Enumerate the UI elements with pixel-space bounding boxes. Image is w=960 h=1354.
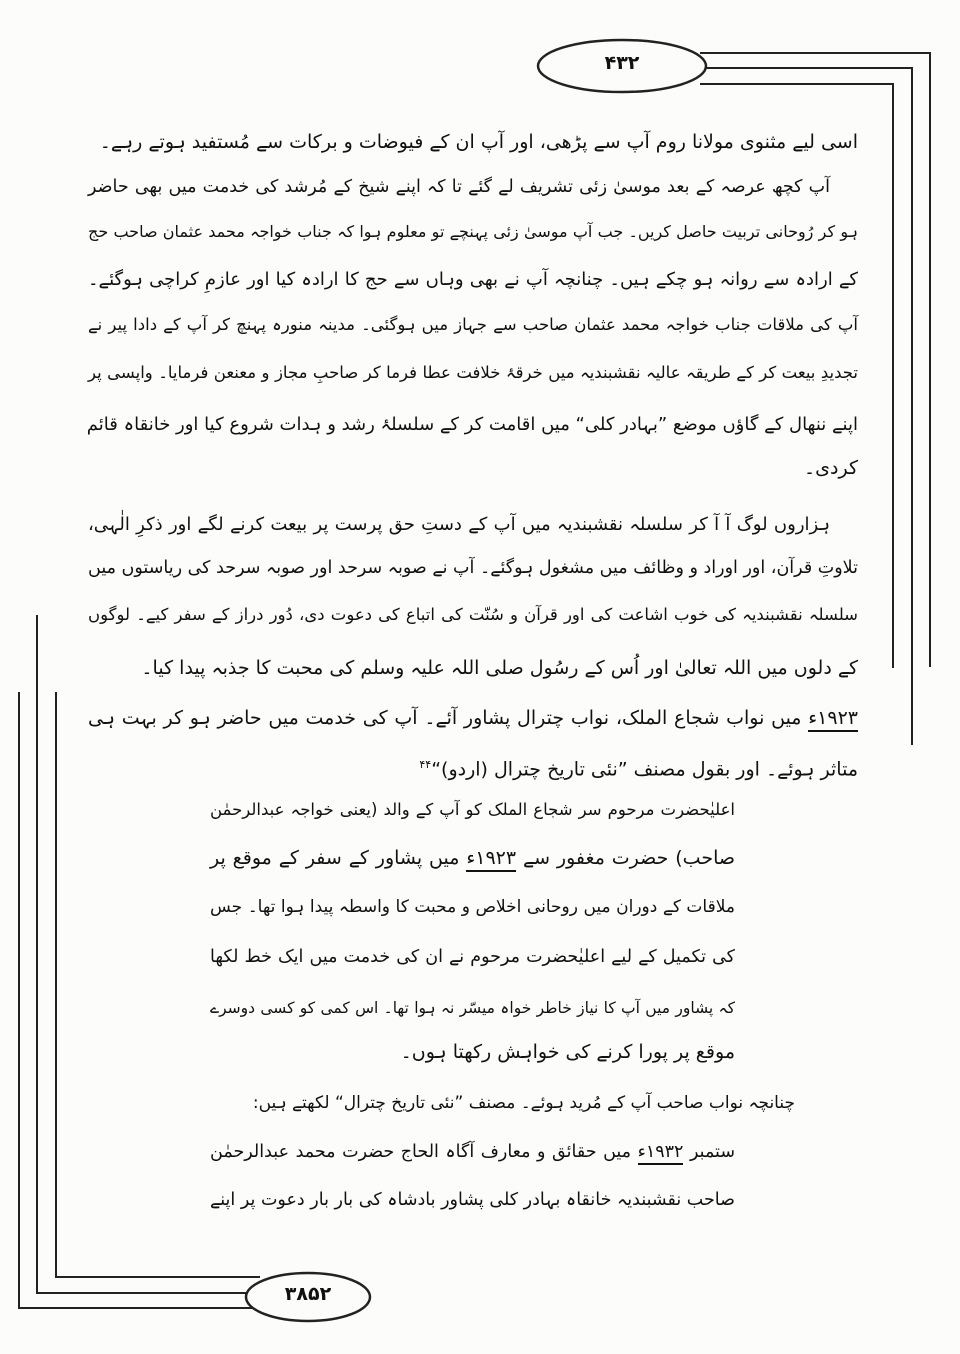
quote-line: اعلیٰحضرت مرحوم سر شجاع الملک کو آپ کے والد (یعنی خواجہ عبدالرحمٰن	[210, 800, 735, 819]
text-line: اسی لیے مثنوی مولانا روم آپ سے پڑھی، اور آپ ان کے فیوضات و برکات سے مُستفید ہوتے رہے۔	[99, 131, 858, 153]
text-line: تلاوتِ قرآن، اور اوراد و وظائف میں مشغول ہوگئے۔ آپ نے صوبہ سرحد اور صوبہ سرحد کی ریاستوں میں	[88, 558, 858, 578]
year-underlined: ۱۹۲۳ء	[808, 707, 858, 732]
text-segment: ستمبر	[683, 1142, 736, 1162]
text-line: ہزاروں لوگ آ آ کر سلسلہ نقشبندیہ میں آپ کے دستِ حق پرست پر بیعت کرنے لگے اور ذکرِ الٰہی،	[88, 514, 830, 535]
quote-line: کی تکمیل کے لیے اعلیٰحضرت مرحوم نے ان کی خدمت میں ایک خط لکھا	[210, 947, 735, 967]
quote-line: ملاقات کے دوران میں روحانی اخلاص و محبت کا واسطہ پیدا ہوا تھا۔ جس	[210, 897, 735, 917]
text-segment: میں حقائق و معارف آگاہ الحاج حضرت محمد عبدالرحمٰن	[210, 1142, 638, 1162]
quote-line	[210, 843, 735, 873]
text-line: آپ کی ملاقات جناب خواجہ محمد عثمان صاحب سے جہاز میں ہوگئی۔ مدینہ منورہ پہنچ کر آپ کے دادا پیر نے	[88, 315, 858, 334]
text-line: ہو کر رُوحانی تربیت حاصل کریں۔ جب آپ موسیٰ زئی پہنچے تو معلوم ہوا کہ جناب خواجہ محمد عثمان صاحب حج	[88, 222, 858, 241]
quote-line: موقع پر پورا کرنے کی خواہش رکھتا ہوں۔	[400, 1041, 735, 1063]
text-line: کے ارادہ سے روانہ ہو چکے ہیں۔ چنانچہ آپ نے بھی وہاں سے حج کا ارادہ کیا اور عازمِ کراچی ہوگئے۔	[88, 269, 858, 290]
text-line	[88, 703, 858, 733]
text-segment: متاثر ہوئے۔ اور بقول مصنف ”نئی تاریخ چترال (اردو)“	[431, 758, 858, 781]
header-page-number: ۴۳۲	[604, 52, 640, 74]
footer-page-number: ۳۸۵۲	[284, 1283, 332, 1305]
frame-line-middle-top	[705, 68, 912, 745]
text-segment: صاحب) حضرت مغفور سے	[516, 847, 735, 869]
quote-line: صاحب نقشبندیہ خانقاہ بہادر کلی پشاور بادشاہ کی بار بار دعوت پر اپنے	[210, 1190, 735, 1210]
text-line: کے دلوں میں اللہ تعالیٰ اور اُس کے رسُول صلی اللہ علیہ وسلم کی محبت کا جذبہ پیدا کیا۔	[141, 657, 858, 679]
year-underlined: ۱۹۳۲ء	[638, 1142, 684, 1165]
text-line: کردی۔	[804, 457, 858, 479]
text-line: اپنے ننھال کے گاؤں موضع ”بہادر کلی“ میں اقامت کر کے سلسلۂ رشد و ہدات شروع کیا اور خانقاہ قائم	[86, 414, 858, 435]
text-line: سلسلہ نقشبندیہ کی خوب اشاعت کی اور قرآن و سُنّت کی اتباع کی دعوت دی، دُور دراز کے سفر کیے۔ لوگوں	[88, 605, 858, 624]
text-line: تجدیدِ بیعت کر کے طریقہ عالیہ نقشبندیہ میں خرقۂ خلافت عطا فرما کر صاحبِ مجاز و معنعن فرمایا۔ واپسی پر	[88, 363, 858, 382]
text-segment: میں پشاور کے سفر کے موقع پر	[210, 847, 467, 869]
year-underlined: ۱۹۲۳ء	[466, 847, 516, 872]
footnote-marker: ۴۴	[419, 758, 432, 771]
text-line	[88, 750, 858, 780]
quote-line	[210, 1137, 735, 1167]
text-line: آپ کچھ عرصہ کے بعد موسیٰ زئی تشریف لے گئے تا کہ اپنے شیخ کے مُرشد کی خدمت میں بھی حاضر	[88, 177, 830, 197]
text-segment: میں نواب شجاع الملک، نواب چترال پشاور آئے۔ آپ کی خدمت میں حاضر ہو کر بہت ہی	[88, 707, 809, 729]
quote-line: کہ پشاور میں آپ کا نیاز خاطر خواہ میسّر نہ ہوا تھا۔ اس کمی کو کسی دوسرے	[210, 999, 735, 1017]
text-line: چنانچہ نواب صاحب آپ کے مُرید ہوئے۔ مصنف ”نئی تاریخ چترال“ لکھتے ہیں:	[252, 1093, 795, 1113]
